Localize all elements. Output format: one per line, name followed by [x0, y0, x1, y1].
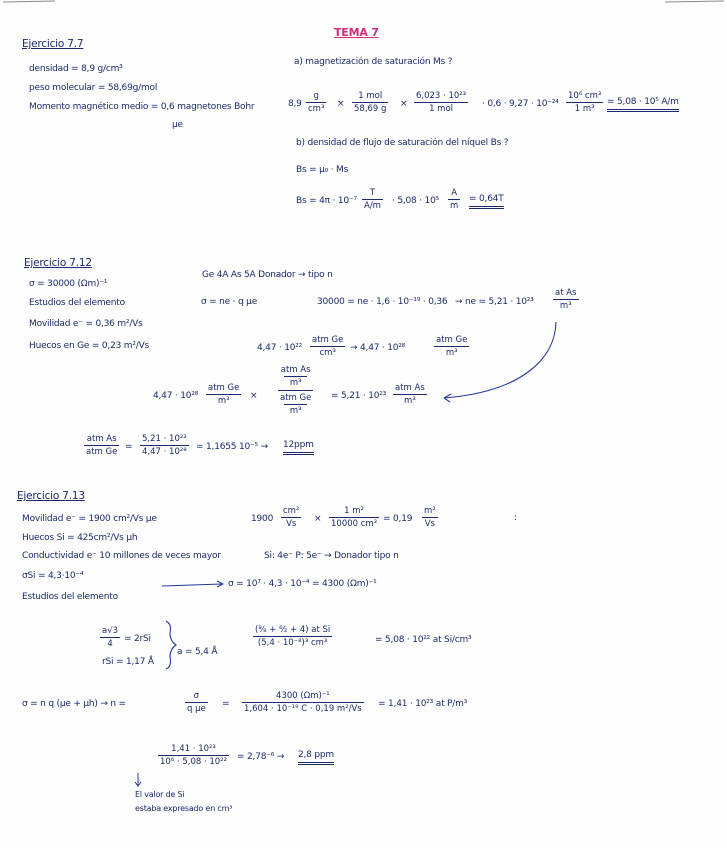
- given-hole-mobility: Huecos Si = 425cm²/Vs μh: [22, 533, 138, 543]
- page-title: TEMA 7: [334, 26, 379, 39]
- brace: [166, 621, 176, 669]
- stray-mark: :: [514, 513, 517, 523]
- fraction: 1 m² 10000 cm²: [331, 506, 378, 529]
- eq-sigma-values: 30000 = ne · 1,6 · 10⁻¹⁹ · 0,36: [317, 297, 448, 307]
- fraction: 6,023 · 10²³ 1 mol: [416, 91, 467, 114]
- eq-sigma: σ = ne · q μe: [201, 297, 258, 307]
- calc-a-lead: 8,9: [288, 99, 302, 109]
- exercise-heading: Ejercicio 7.12: [24, 257, 92, 269]
- question-a: a) magnetización de saturación Ms ?: [294, 57, 453, 67]
- given-electron-mobility: Movilidad e⁻ = 1900 cm²/Vs μe: [22, 514, 157, 524]
- ratio-result: = 5,21 · 10²³: [331, 391, 387, 401]
- given-electron-mobility: Movilidad e⁻ = 0,36 m²/Vs: [29, 319, 143, 329]
- lattice-eq: = 2rSi: [124, 634, 151, 644]
- result-bs: = 0,64T: [469, 194, 504, 209]
- fraction: 5,21 · 10²³ 4,47 · 10²⁸: [142, 434, 187, 457]
- ppm-calc: = 2,78⁻⁶ →: [237, 752, 285, 762]
- fraction: A m: [450, 188, 459, 211]
- result-ppm: 12ppm: [283, 440, 314, 455]
- ppm-calc: = 1,1655 10⁻⁵ →: [196, 442, 268, 452]
- carrier-density-result: = 1,41 · 10²³ at P/m³: [378, 699, 468, 709]
- equals-sign: =: [125, 442, 133, 452]
- result-ppm: 2,8 ppm: [298, 750, 334, 765]
- valence-info: Si: 4e⁻ P: 5e⁻ → Donador tipo n: [264, 551, 399, 561]
- lattice-constant: a = 5,4 Å: [177, 647, 218, 657]
- carrier-density-eq: σ = n q (μe + μh) → n =: [22, 699, 126, 709]
- fraction: atm Ge m³: [436, 335, 468, 358]
- exercise-heading: Ejercicio 7.13: [17, 490, 85, 502]
- fraction: at As m³: [555, 288, 577, 311]
- compound-fraction: atm As m³ atm Ge m³: [280, 365, 312, 416]
- times-sign: ×: [337, 99, 345, 109]
- arrow-line: [162, 584, 222, 586]
- fraction: 10⁶ cm³ 1 m³: [568, 91, 602, 114]
- eq-ne: → ne = 5,21 · 10²³: [455, 297, 534, 307]
- note: estaba expresado en cm³: [135, 804, 233, 813]
- fraction: atm Ge m³: [208, 383, 240, 406]
- formula-bs: Bs = μ₀ · Ms: [296, 165, 349, 175]
- times-sign: ×: [250, 391, 258, 401]
- given-density: densidad = 8,9 g/cm³: [29, 64, 123, 74]
- given-element: Estudios del elemento: [22, 592, 118, 602]
- mobility-eq: = 0,19: [383, 514, 413, 524]
- equals-sign: =: [222, 699, 230, 709]
- given-molecular-weight: peso molecular = 58,69g/mol: [29, 83, 158, 93]
- fraction: 1 mol 58,69 g: [354, 91, 387, 114]
- fraction: g cm³: [308, 91, 325, 114]
- fraction: T A/m: [364, 188, 381, 211]
- times-sign: ×: [314, 514, 322, 524]
- fraction: (⁸⁄₈ + ⁶⁄₂ + 4) at Si (5,4 · 10⁻⁸)³ cm³: [255, 625, 331, 648]
- ge-density-lead: 4,47 · 10²²: [257, 343, 303, 353]
- times-sign: ×: [400, 99, 408, 109]
- si-atom-density: = 5,08 · 10²² at Si/cm³: [375, 635, 472, 645]
- sigma-extrinsic: σ = 10⁷ · 4,3 · 10⁻⁴ = 4300 (Ωm)⁻¹: [228, 579, 377, 589]
- given-conductivity-ratio: Conductividad e⁻ 10 millones de veces mayor: [22, 551, 221, 561]
- doping-type: Ge 4A As 5A Donador → tipo n: [202, 270, 333, 280]
- exercise-heading: Ejercicio 7.7: [22, 38, 84, 50]
- given-sigma-si: σSi = 4,3·10⁻⁴: [22, 571, 84, 581]
- given-hole-mobility: Huecos en Ge = 0,23 m²/Vs: [29, 341, 150, 351]
- note: El valor de Si: [135, 790, 185, 799]
- calc-b-lead: Bs = 4π · 10⁻⁷: [296, 196, 357, 206]
- given-magnetic-moment: Momento magnético medio = 0,6 magnetones Bohr: [29, 102, 255, 112]
- question-b: b) densidad de flujo de saturación del níquel Bs ?: [296, 138, 509, 148]
- result-ms: = 5,08 · 10⁵ A/m: [607, 97, 679, 112]
- radius-si: rSi = 1,17 Å: [102, 657, 154, 667]
- fraction: atm Ge cm³: [312, 335, 344, 358]
- mu-label: μe: [172, 120, 183, 130]
- fraction: atm As m³: [395, 383, 425, 406]
- calc-a-mid: · 0,6 · 9,27 · 10⁻²⁴: [482, 99, 559, 109]
- mobility-lead: 1900: [251, 514, 274, 524]
- ratio-lead: 4,47 · 10²⁸: [153, 391, 199, 401]
- fraction: m² Vs: [424, 506, 436, 529]
- fraction: atm As atm Ge: [86, 434, 118, 457]
- curved-arrow: [444, 322, 556, 398]
- fraction: σ q μe: [187, 691, 206, 714]
- fraction: 4300 (Ωm)⁻¹ 1,604 · 10⁻¹⁹ C · 0,19 m²/Vs: [244, 691, 362, 714]
- given-conductivity: σ = 30000 (Ωm)⁻¹: [29, 279, 108, 289]
- fraction: 1,41 · 10²³ 10⁶ · 5,08 · 10²²: [160, 744, 227, 767]
- given-element: Estudios del elemento: [29, 298, 125, 308]
- fraction: cm² Vs: [283, 506, 300, 529]
- calc-b-mid: · 5,08 · 10⁵: [392, 196, 440, 206]
- ge-density-converted: → 4,47 · 10²⁸: [350, 343, 406, 353]
- fraction: a√3 4: [102, 626, 119, 649]
